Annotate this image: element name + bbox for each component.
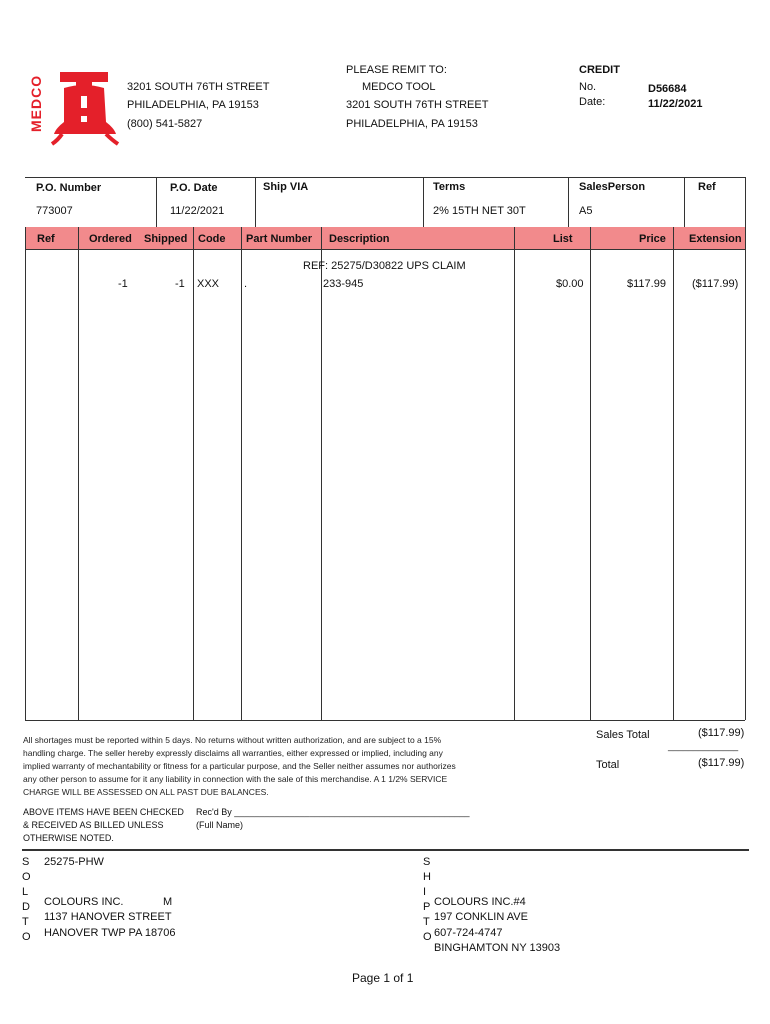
order-info-divider [156,177,157,227]
terms-line: handling charge. The seller hereby expressly disclaims all warranties, either expressed or implied, including any [23,748,443,758]
terms-line: All shortages must be reported within 5 days. No returns without written authorization, and are subject to a 15% [23,735,442,745]
remit-address-1: 3201 SOUTH 76TH STREET [346,99,489,111]
ship-to-phone: 607-724-4747 [434,927,503,939]
sales-total-label: Sales Total [596,729,650,741]
order-info-top-border [25,177,745,178]
page-number: Page 1 of 1 [352,971,414,985]
company-phone: (800) 541-5827 [127,118,203,130]
sold-to-letter: S [22,856,30,868]
items-table-right-border [745,177,746,720]
ship-to-letter: S [423,856,431,868]
checked-line-3: OTHERWISE NOTED. [23,833,114,843]
company-address-2: PHILADELPHIA, PA 19153 [127,99,259,111]
total-value: ($117.99) [698,757,745,769]
address-section-divider [22,849,749,851]
remit-address-2: PHILADELPHIA, PA 19153 [346,118,478,130]
po-number-value: 773007 [36,205,73,217]
col-header-shipped: Shipped [144,233,188,245]
items-table-bottom-border [25,720,745,721]
document-type: CREDIT [579,64,620,76]
doc-number-label: No. [579,81,597,93]
liberty-bell-logo [50,70,120,146]
item-code: XXX [197,278,220,290]
order-info-divider [423,177,424,227]
checked-line-1: ABOVE ITEMS HAVE BEEN CHECKED [23,807,184,817]
ship-to-letter: P [423,901,431,913]
items-col-divider [193,227,194,720]
items-col-divider [514,227,515,720]
col-header-ref: Ref [37,233,55,245]
salesperson-header: SalesPerson [579,181,646,193]
col-header-description: Description [329,233,390,245]
ship-to-letter: T [423,916,430,928]
item-part-number: . [244,278,248,290]
item-price: $117.99 [627,278,666,290]
sold-to-letter: O [22,931,31,943]
po-date-header: P.O. Date [170,182,218,194]
item-shipped: -1 [175,278,185,290]
ship-via-header: Ship VIA [263,181,309,193]
terms-line: any other person to assume for it any liability in connection with the sale of this merchandise. A 1 1/2% SERVICE [23,774,448,784]
ship-to-letter: I [423,886,427,898]
po-date-value: 11/22/2021 [170,205,225,217]
col-header-part-number: Part Number [246,233,313,245]
col-header-extension: Extension [689,233,742,245]
order-info-divider [568,177,569,227]
terms-fine-print [23,734,456,799]
sold-to-letter: D [22,901,30,913]
item-list: $0.00 [556,278,584,290]
col-header-code: Code [198,233,226,245]
sold-to-letter: L [22,886,29,898]
remit-name: MEDCO TOOL [362,81,436,93]
item-description: 233-945 [323,278,364,290]
ship-to-address-1: 197 CONKLIN AVE [434,911,528,923]
sold-to-letters [22,855,31,945]
sales-total-value: ($117.99) [698,727,745,739]
sold-to-account: 25275-PHW [44,856,104,868]
sold-to-flag: M [163,896,173,908]
doc-date-label: Date: [579,96,606,108]
item-ordered: -1 [118,278,128,290]
sold-to-letter: O [22,871,31,883]
ship-to-letter: O [423,931,432,943]
sold-to-name: COLOURS INC. [44,896,124,908]
ship-to-letter: H [423,871,431,883]
ship-to-letters [423,855,432,945]
items-col-divider [590,227,591,720]
terms-value: 2% 15TH NET 30T [433,205,526,217]
items-col-divider [136,249,137,259]
checked-line-2: & RECEIVED AS BILLED UNLESS [23,820,164,830]
items-col-divider [673,227,674,720]
sold-to-address-2: HANOVER TWP PA 18706 [44,927,176,939]
col-header-list: List [553,233,573,245]
logo-wordmark: MEDCO [28,74,44,132]
items-col-divider [78,227,79,720]
terms-line: implied warranty of mechantability or fitness for a particular purpose, and the Seller neither assumes nor authorizes [23,761,456,771]
doc-date-value: 11/22/2021 [648,98,703,110]
item-note: REF: 25275/D30822 UPS CLAIM [303,260,466,272]
sold-to-letter: T [22,916,29,928]
ship-to-address-2: BINGHAMTON NY 13903 [434,942,561,954]
po-number-header: P.O. Number [36,182,102,194]
total-label: Total [596,759,620,771]
items-col-divider [241,227,242,720]
item-extension: ($117.99) [692,278,739,290]
remit-heading: PLEASE REMIT TO: [346,64,447,76]
ship-to-name: COLOURS INC.#4 [434,896,526,908]
items-header-bottom-border [25,249,745,250]
company-address-1: 3201 SOUTH 76TH STREET [127,81,270,93]
terms-line: CHARGE WILL BE ASSESSED ON ALL PAST DUE BALANCES. [23,787,269,797]
totals-divider: ______________ [668,741,739,751]
items-col-divider [321,227,322,720]
doc-number-value: D56684 [648,83,687,95]
terms-header: Terms [433,181,466,193]
col-header-price: Price [639,233,666,245]
salesperson-value: A5 [579,205,593,217]
col-header-ordered: Ordered [89,233,132,245]
order-info-divider [684,177,685,227]
sold-to-address-1: 1137 HANOVER STREET [44,911,172,923]
ref-header: Ref [698,181,716,193]
items-table-left-border [25,227,26,720]
full-name-caption: (Full Name) [196,820,244,830]
order-info-divider [255,177,256,227]
received-by-line: Rec'd By _______________________________________________ [196,807,470,817]
